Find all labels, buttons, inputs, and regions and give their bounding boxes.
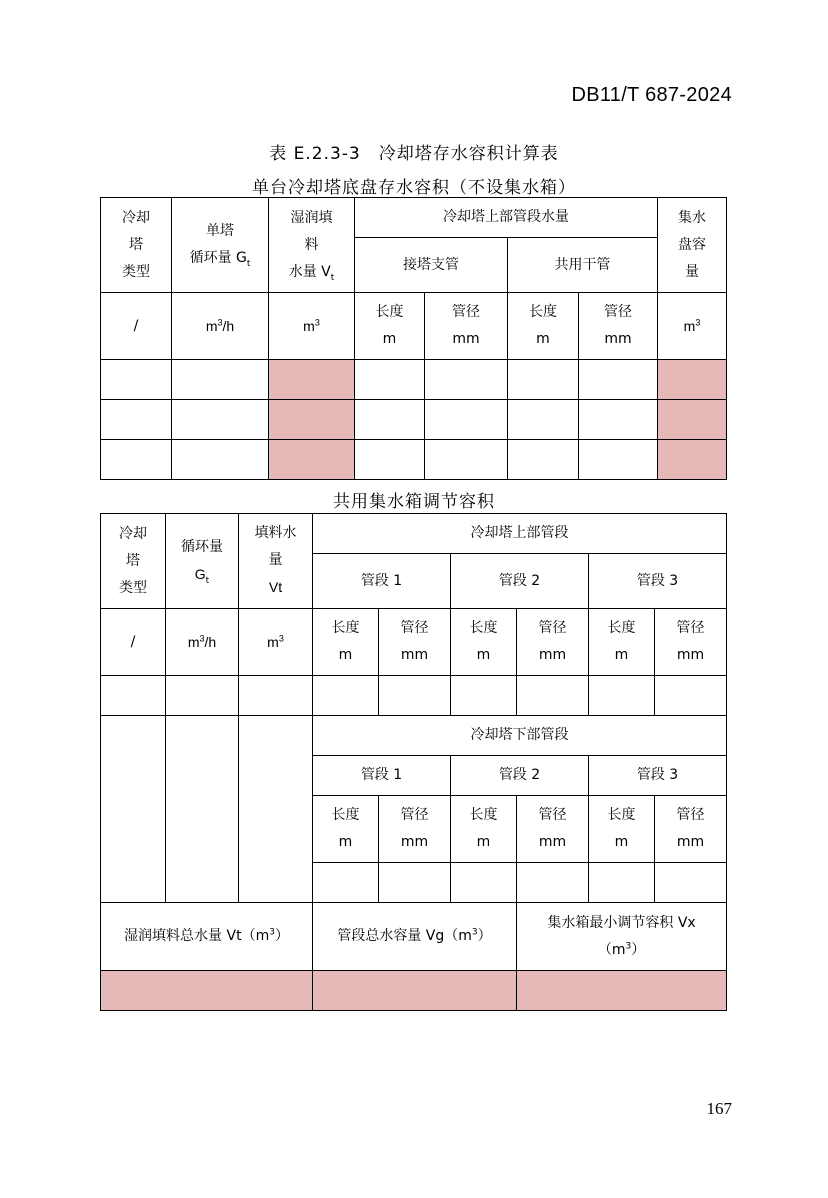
single-tower-basin-table — [100, 197, 727, 480]
input-cell[interactable] — [589, 676, 655, 716]
label-pipe-total: 管段总水容量 $Vg(m^3)$ — [313, 903, 517, 971]
input-cell[interactable] — [313, 676, 379, 716]
input-cell[interactable] — [655, 863, 727, 903]
unit-diameter: 管径 mm — [579, 293, 658, 360]
input-cell[interactable] — [239, 676, 313, 716]
computed-cell — [658, 440, 727, 480]
unit-diameter: 管径 mm — [425, 293, 508, 360]
input-cell[interactable] — [355, 400, 425, 440]
input-cell[interactable] — [655, 676, 727, 716]
header-single-flow: 单塔 循环量 $G_t$ — [172, 198, 269, 293]
unit-length: 长度 m — [355, 293, 425, 360]
unit-length: 长度 m — [451, 796, 517, 863]
header-segment-2: 管段 2 — [451, 756, 589, 796]
unit-diameter: 管径 mm — [379, 796, 451, 863]
unit-flow: $m^3/h$ — [172, 293, 269, 360]
unit-diameter: 管径 mm — [517, 796, 589, 863]
input-cell[interactable] — [355, 440, 425, 480]
computed-cell — [658, 400, 727, 440]
computed-min-volume — [517, 971, 727, 1011]
input-cell[interactable] — [355, 360, 425, 400]
unit-flow: $m^3/h$ — [166, 609, 239, 676]
input-cell[interactable] — [101, 440, 172, 480]
input-cell[interactable] — [379, 676, 451, 716]
input-cell[interactable] — [172, 360, 269, 400]
table-row — [101, 400, 727, 440]
input-cell[interactable] — [508, 400, 579, 440]
input-cell[interactable] — [166, 716, 239, 903]
header-segment-1: 管段 1 — [313, 756, 451, 796]
header-segment-3: 管段 3 — [589, 554, 727, 609]
input-cell[interactable] — [425, 440, 508, 480]
header-tower-type: 冷却 塔 类型 — [101, 514, 166, 609]
input-cell[interactable] — [172, 440, 269, 480]
input-cell[interactable] — [508, 360, 579, 400]
header-segment-2: 管段 2 — [451, 554, 589, 609]
unit-fill: $m^3$ — [269, 293, 355, 360]
unit-length: 长度 m — [589, 796, 655, 863]
computed-cell — [269, 440, 355, 480]
table-row — [101, 676, 727, 716]
input-cell[interactable] — [589, 863, 655, 903]
input-cell[interactable] — [172, 400, 269, 440]
header-upper-pipe-water: 冷却塔上部管段水量 — [355, 198, 658, 238]
unit-length: 长度 m — [451, 609, 517, 676]
input-cell[interactable] — [425, 400, 508, 440]
input-cell[interactable] — [239, 716, 313, 903]
computed-fill-total — [101, 971, 313, 1011]
unit-diameter: 管径 mm — [655, 609, 727, 676]
input-cell[interactable] — [579, 440, 658, 480]
input-cell[interactable] — [425, 360, 508, 400]
shared-tank-table — [100, 513, 727, 1011]
header-segment-3: 管段 3 — [589, 756, 727, 796]
header-flow: 循环量 $G_t$ — [166, 514, 239, 609]
input-cell[interactable] — [517, 676, 589, 716]
input-cell[interactable] — [101, 716, 166, 903]
standard-code: DB11/T 687-2024 — [571, 84, 732, 106]
input-cell[interactable] — [508, 440, 579, 480]
input-cell[interactable] — [101, 400, 172, 440]
header-upper-pipe: 冷却塔上部管段 — [313, 514, 727, 554]
unit-length: 长度 m — [508, 293, 579, 360]
header-branch-pipe: 接塔支管 — [355, 238, 508, 293]
input-cell[interactable] — [451, 676, 517, 716]
table-title: 表 E.2.3-3 冷却塔存水容积计算表 — [269, 144, 559, 164]
unit-length: 长度 m — [313, 796, 379, 863]
computed-cell — [269, 360, 355, 400]
header-fill-water: 湿润填 料 水量 $V_t$ — [269, 198, 355, 293]
input-cell[interactable] — [517, 863, 589, 903]
input-cell[interactable] — [166, 676, 239, 716]
computed-pipe-total — [313, 971, 517, 1011]
header-fill-water: 填料水 量 Vt — [239, 514, 313, 609]
input-cell[interactable] — [313, 863, 379, 903]
input-cell[interactable] — [101, 676, 166, 716]
unit-length: 长度 m — [589, 609, 655, 676]
table-row — [101, 360, 727, 400]
unit-type: / — [101, 609, 166, 676]
input-cell[interactable] — [579, 400, 658, 440]
table-row — [101, 440, 727, 480]
unit-type: / — [101, 293, 172, 360]
unit-diameter: 管径 mm — [655, 796, 727, 863]
section2-title: 共用集水箱调节容积 — [333, 492, 495, 512]
unit-length: 长度 m — [313, 609, 379, 676]
page-number: 167 — [706, 1099, 732, 1118]
input-cell[interactable] — [451, 863, 517, 903]
label-min-volume: 集水箱最小调节容积 Vx $(m^3)$ — [517, 903, 727, 971]
unit-diameter: 管径 mm — [379, 609, 451, 676]
header-lower-pipe: 冷却塔下部管段 — [313, 716, 727, 756]
section1-title: 单台冷却塔底盘存水容积（不设集水箱） — [252, 178, 576, 198]
unit-diameter: 管径 mm — [517, 609, 589, 676]
header-shared-main: 共用干管 — [508, 238, 658, 293]
unit-basin: $m^3$ — [658, 293, 727, 360]
header-basin-volume: 集水 盘容 量 — [658, 198, 727, 293]
unit-fill: $m^3$ — [239, 609, 313, 676]
input-cell[interactable] — [579, 360, 658, 400]
computed-cell — [269, 400, 355, 440]
input-cell[interactable] — [101, 360, 172, 400]
label-fill-total: 湿润填料总水量 $Vt(m^3)$ — [101, 903, 313, 971]
input-cell[interactable] — [379, 863, 451, 903]
computed-cell — [658, 360, 727, 400]
header-tower-type: 冷却 塔 类型 — [101, 198, 172, 293]
header-segment-1: 管段 1 — [313, 554, 451, 609]
